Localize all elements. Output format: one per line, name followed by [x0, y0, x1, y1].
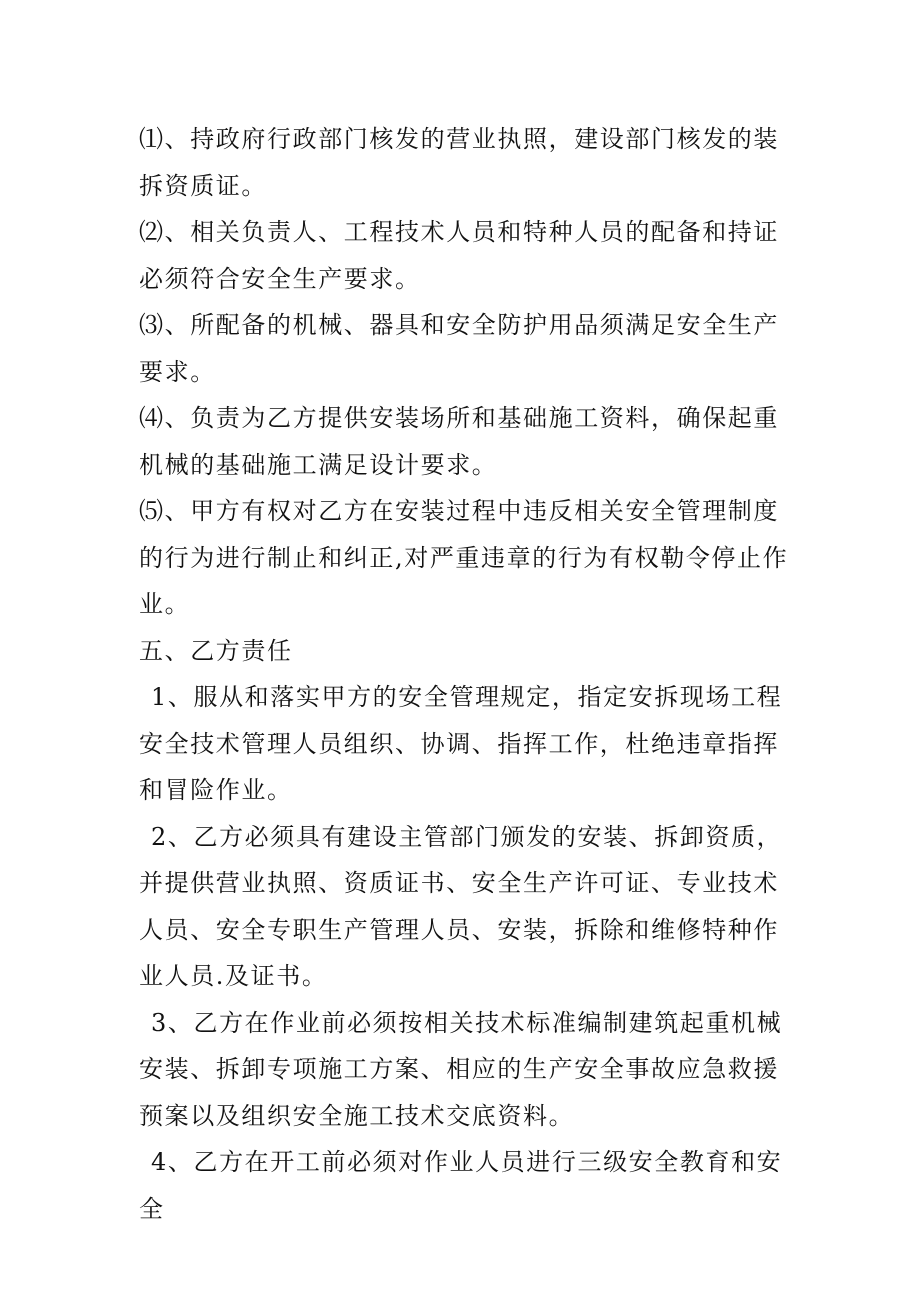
document-body [139, 116, 789, 1232]
section-heading: 五、乙方责任 [139, 636, 293, 665]
clause-5: ⑸、甲方有权对乙方在安装过程中违反相关安全管理制度的行为进行制止和纠正,对严重违章的行为有权勒令停止作业。 [139, 497, 789, 618]
party-b-item-1: 1、服从和落实甲方的安全管理规定，指定安拆现场工程安全技术管理人员组织、协调、指挥工作，杜绝违章指挥和冒险作业。 [139, 683, 783, 804]
clause-2: ⑵、相关负责人、工程技术人员和特种人员的配备和持证必须符合安全生产要求。 [139, 218, 779, 293]
party-b-item-2: 2、乙方必须具有建设主管部门颁发的安装、拆卸资质，并提供营业执照、资质证书、安全生产许可证、专业技术人员、安全专职生产管理人员、安装，拆除和维修特种作业人员.及证书。 [139, 822, 783, 990]
clause-1: ⑴、持政府行政部门核发的营业执照，建设部门核发的装拆资质证。 [139, 125, 779, 200]
clause-4: ⑷、负责为乙方提供安装场所和基础施工资料，确保起重机械的基础施工满足设计要求。 [139, 404, 779, 479]
party-b-item-3: 3、乙方在作业前必须按相关技术标准编制建筑起重机械安装、拆卸专项施工方案、相应的生产安全事故应急救援预案以及组织安全施工技术交底资料。 [139, 1008, 783, 1130]
party-b-item-4: 4、乙方在开工前必须对作业人员进行三级安全教育和安全 [139, 1148, 783, 1223]
clause-3: ⑶、所配备的机械、器具和安全防护用品须满足安全生产要求。 [139, 311, 779, 386]
